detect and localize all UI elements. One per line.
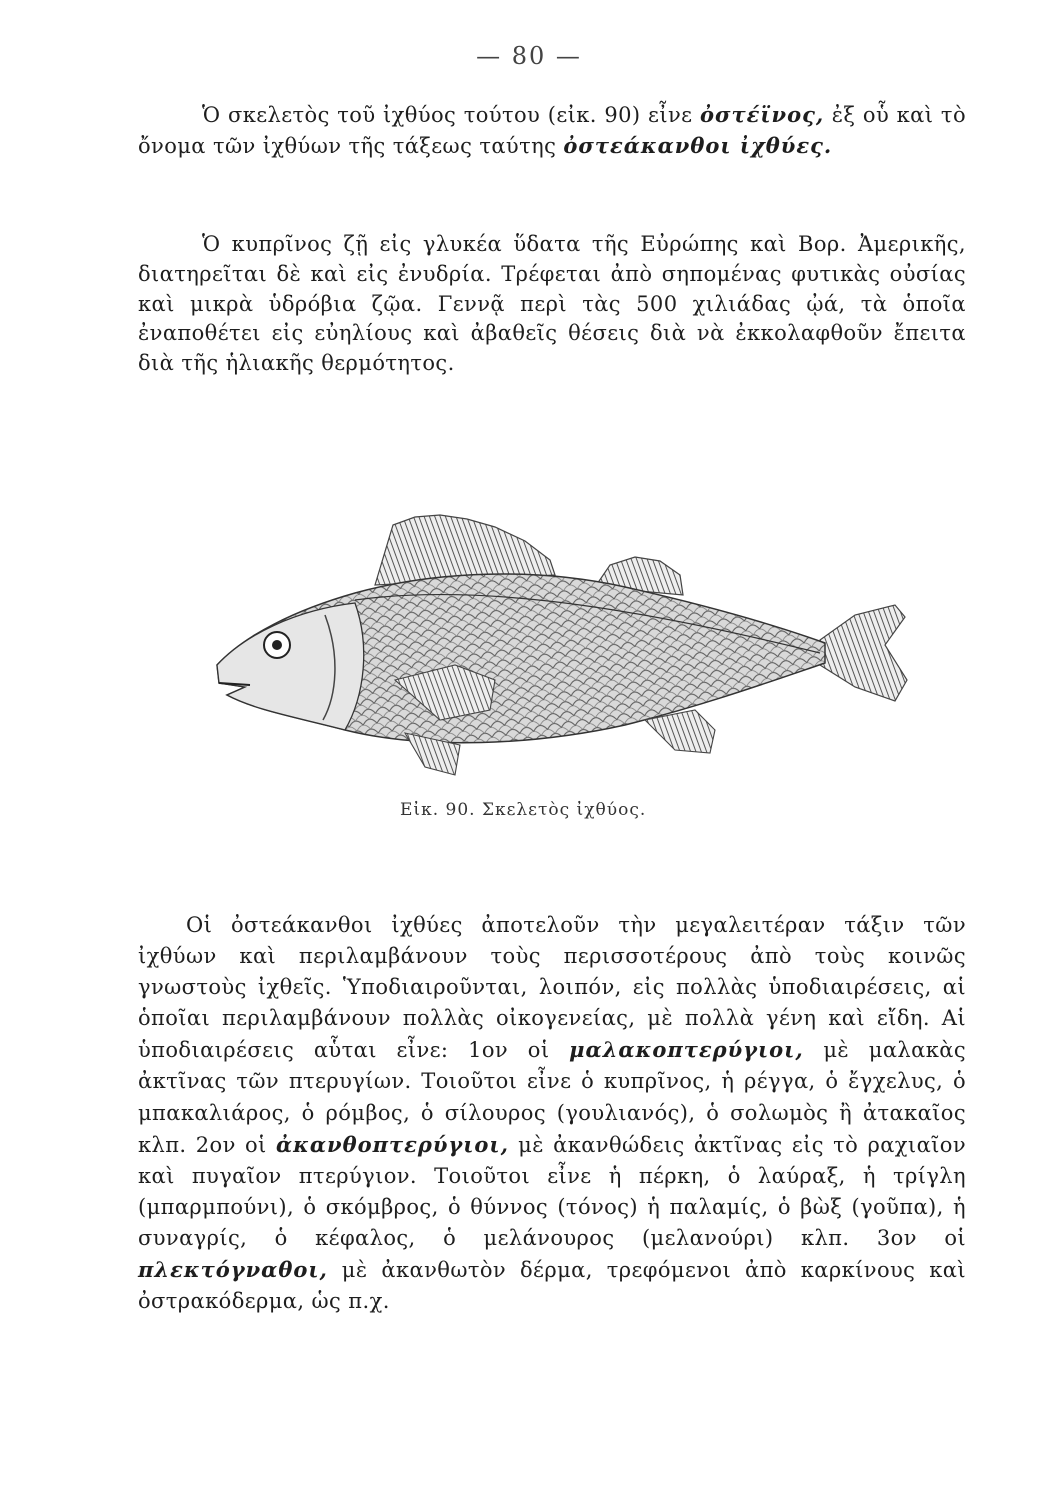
paragraph-teleost-divisions <box>138 910 966 1317</box>
term-osteinos: ὀστέϊνος, <box>699 102 825 127</box>
figure-caption: Εἰκ. 90. Σκελετὸς ἰχθύος. <box>400 800 647 820</box>
term-malakopterygioi: μαλακοπτερύγιοι, <box>569 1037 804 1063</box>
paragraph3-text-part2: μὲ μαλακὰς ἀκτῖνας τῶν πτερυγίων. Τοιοῦτοι εἶνε ὁ κυπρῖνος, ἡ ρέγγα, ὁ ἔγχελυς, ὁ μπακαλιάρος, ὁ ρόμβος, ὁ σίλουρος (γουλιανός), ὁ σολωμὸς ἢ ἀτακαῖος κλπ. 2ον οἱ <box>138 1038 966 1157</box>
paragraph-skeleton <box>138 100 966 162</box>
fish-head <box>217 603 364 730</box>
paragraph-carp: Ὁ κυπρῖνος ζῇ εἰς γλυκέα ὕδατα τῆς Εὐρώπης καὶ Βορ. Ἀμερικῆς, διατηρεῖται δὲ καὶ εἰς ἐνυδρία. Τρέφεται ἀπὸ σηπομένας φυτικὰς οὐσίας καὶ μικρὰ ὑδρόβια ζῷα. Γεννᾷ περὶ τὰς 500 χιλιάδας ᾠά, τὰ ὁποῖα ἐναποθέτει εἰς εὐηλίους καὶ ἀβαθεῖς θέσεις διὰ νὰ ἐκκολαφθοῦν ἔπειτα διὰ τῆς ἡλιακῆς θερμότητος. <box>138 232 966 376</box>
paragraph3-text-part3: μὲ ἀκανθώδεις ἀκτῖνας εἰς τὸ ραχιαῖον καὶ πυγαῖον πτερύγιον. Τοιοῦτοι εἶνε ἡ πέρκη, ὁ λαύραξ, ἡ τρίγλη (μπαρμπούνι), ὁ σκόμβρος, ὁ θύννος (τόνος) ἡ παλαμίς, ὁ βὼξ (γοῦπα), ἡ συναγρίς, ὁ κέφαλος, ὁ μελάνουρος (μελανούρι) κλπ. 3ον οἱ <box>138 1132 966 1250</box>
term-osteakanthoi: ὀστεάκανθοι ἰχθύες. <box>563 132 833 158</box>
fish-illustration <box>205 505 915 795</box>
term-plektognathoi: πλεκτόγναθοι, <box>138 1257 328 1283</box>
tail-fin <box>820 605 907 701</box>
page-number: — 80 — <box>476 42 582 70</box>
paragraph1-text-part1: Ὁ σκελετὸς τοῦ ἰχθύος τούτου (εἰκ. 90) εἶνε <box>202 103 700 127</box>
paragraph3-text-part1: Οἱ ὀστεάκανθοι ἰχθύες ἀποτελοῦν τὴν μεγαλειτέραν τάξιν τῶν ἰχθύων καὶ περιλαμβάνουν τοὺς περισσοτέρους ἀπὸ τοὺς κοινῶς γνωστοὺς ἰχθεῖς. Ὑποδιαιροῦνται, λοιπόν, εἰς πολλὰς ὑποδιαιρέσεις, αἱ ὁποῖαι περιλαμβάνουν πολλὰς οἰκογενείας, μὲ πολλὰ γένη καὶ εἴδη. Αἱ ὑποδιαιρέσεις αὗται εἶνε: 1ον οἱ <box>138 913 966 1063</box>
paragraph1-text-part2: ἐξ οὗ καὶ τὸ ὄνομα τῶν ἰχθύων τῆς τάξεως ταύτης <box>138 103 966 158</box>
paragraph3-text-part4: μὲ ἀκανθωτὸν δέρμα, τρεφόμενοι ἀπὸ καρκίνους καὶ ὀστρακόδερμα, ὡς π.χ. <box>138 1258 966 1314</box>
term-akanthopterygioi: ἀκανθοπτερύγιοι, <box>275 1131 509 1157</box>
